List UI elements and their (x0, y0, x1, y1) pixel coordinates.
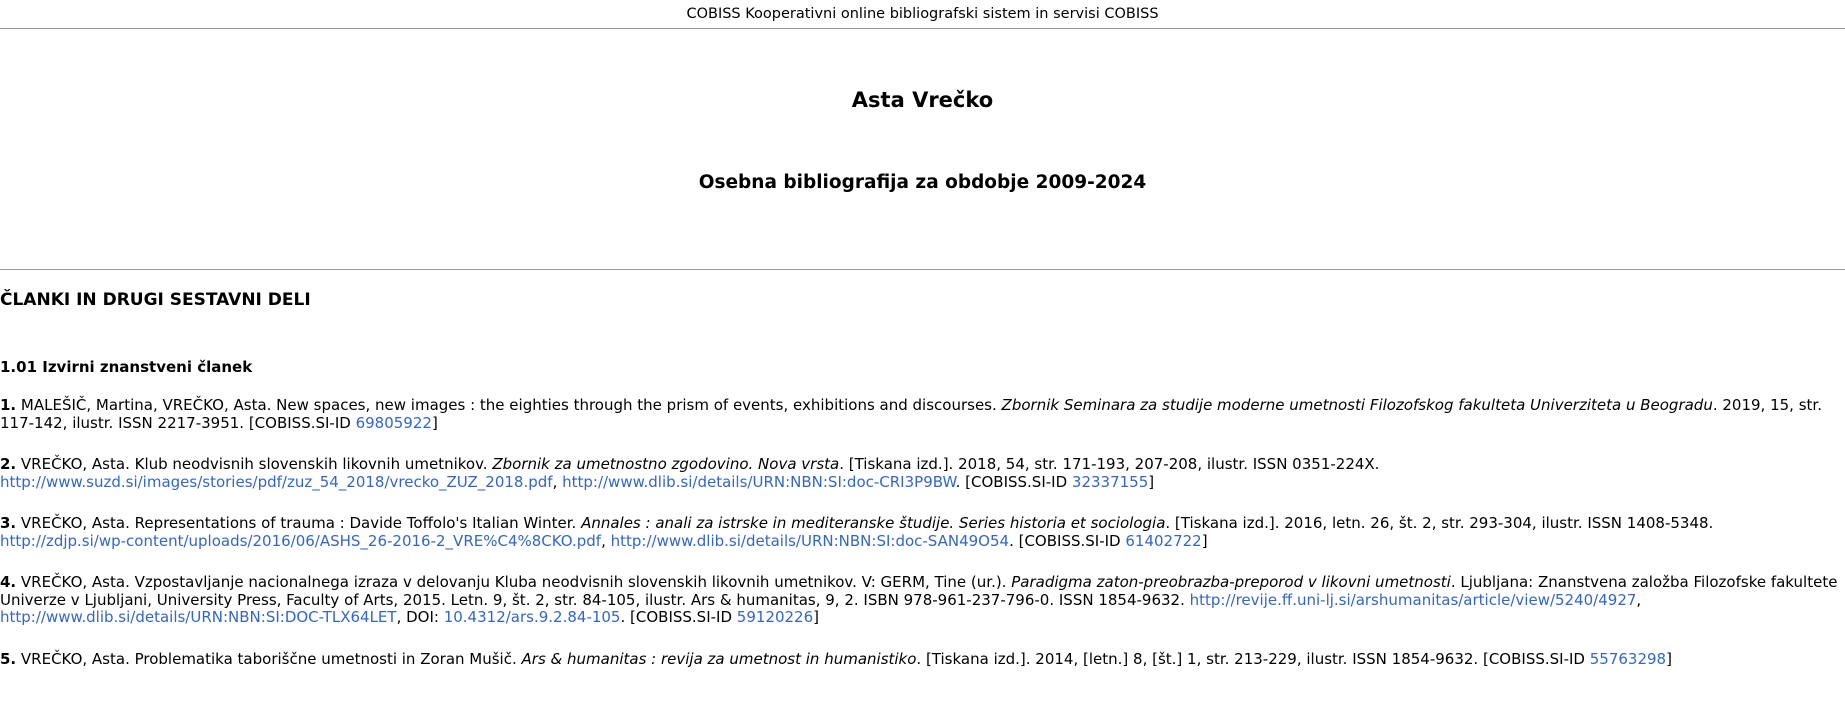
entry-number: 4. (0, 573, 17, 591)
entry-source: Ars & humanitas : revija za umetnost in humanistiko (521, 649, 917, 668)
entry-source: Zbornik za umetnostno zgodovino. Nova vrsta (492, 455, 840, 473)
entry-authors-title: VREČKO, Asta. Vzpostavljanje nacionalnega izraza v delovanju Kluba neodvisnih slovenskih likovnih umetnikov. V: GERM, Tine (ur.). (20, 573, 1007, 591)
top-banner: COBISS Kooperativni online bibliografski sistem in servisi COBISS (0, 0, 1845, 29)
entry-authors-title: VREČKO, Asta. Klub neodvisnih slovenskih likovnih umetnikov. (20, 455, 488, 473)
entry-number: 3. (0, 514, 17, 532)
entry-number: 2. (0, 455, 17, 473)
entry-details: . [Tiskana izd.]. 2014, [letn.] 8, [št.] 1, str. 213-229, ilustr. ISSN 1854-9632. [COBISS.SI-ID (916, 649, 1590, 668)
link-separator: , (552, 472, 563, 491)
link-separator: , (1636, 590, 1642, 609)
entry-id-prefix: . [COBISS.SI-ID (1009, 531, 1126, 550)
doi-link[interactable]: 10.4312/ars.9.2.84-105 (443, 608, 621, 626)
cobiss-id-link[interactable]: 32337155 (1071, 472, 1149, 491)
entry-id-prefix: . [COBISS.SI-ID (955, 472, 1072, 491)
entry-authors-title: VREČKO, Asta. Representations of trauma : Davide Toffolo's Italian Winter. (20, 514, 577, 532)
entry-details: . 2019, 15, str. 117-142, ilustr. ISSN 2217-3951. [COBISS.SI-ID (0, 396, 1822, 432)
entry-id-prefix: . [COBISS.SI-ID (620, 608, 737, 626)
list-item (0, 651, 1845, 669)
fulltext-link[interactable]: http://www.suzd.si/images/stories/pdf/zuz_54_2018/vrecko_ZUZ_2018.pdf (0, 472, 553, 491)
entry-details: . Ljubljana: Znanstvena založba Filozofske fakultete Univerze v Ljubljani, University Press, Faculty of Arts, 2015. Letn. 9, št. 2, str. 84-105, ilustr. Ars & humanitas, 9, 2. ISBN 978-961-237-796-0. ISSN 1854-9632. (0, 573, 1838, 609)
entry-authors-title: VREČKO, Asta. Problematika taboriščne umetnosti in Zoran Mušič. (20, 649, 517, 668)
list-item (0, 456, 1845, 491)
entry-source: Zbornik Seminara za studije moderne umetnosti Filozofskog fakulteta Univerziteta u Beogradu (1001, 396, 1713, 414)
entry-details: . [Tiskana izd.]. 2018, 54, str. 171-193, 207-208, ilustr. ISSN 0351-224X. (839, 455, 1380, 473)
list-item (0, 397, 1845, 432)
header-divider (0, 269, 1845, 270)
section-title: ČLANKI IN DRUGI SESTAVNI DELI (0, 290, 311, 310)
entry-end: ] (1148, 472, 1155, 491)
list-item (0, 515, 1845, 550)
dlib-link[interactable]: http://www.dlib.si/details/URN:NBN:SI:doc-CRI3P9BW (562, 472, 956, 491)
entry-end: ] (1201, 531, 1208, 550)
doi-label: , DOI: (396, 608, 444, 626)
entry-source: Paradigma zaton-preobrazba-preporod v likovni umetnosti (1011, 573, 1451, 591)
author-name: Asta Vrečko (851, 88, 994, 112)
entry-end: ] (431, 413, 438, 432)
entry-number: 5. (0, 649, 17, 668)
entry-end: ] (813, 608, 819, 626)
entry-source: Annales : anali za istrske in mediteranske študije. Series historia et sociologia (581, 514, 1166, 532)
entry-number: 1. (0, 396, 17, 414)
cobiss-id-link[interactable]: 55763298 (1589, 649, 1667, 668)
bibliography-header (0, 85, 1845, 196)
cobiss-id-link[interactable]: 69805922 (355, 413, 432, 432)
dlib-link[interactable]: http://www.dlib.si/details/URN:NBN:SI:DOC-TLX64LET (0, 608, 397, 626)
entry-authors-title: MALEŠIČ, Martina, VREČKO, Asta. New spaces, new images : the eighties through the prism of events, exhibitions and discourses. (20, 396, 997, 414)
dlib-link[interactable]: http://www.dlib.si/details/URN:NBN:SI:doc-SAN49O54 (610, 531, 1010, 550)
entry-list (0, 397, 1845, 668)
cobiss-id-link[interactable]: 59120226 (736, 608, 814, 626)
bibliography-subtitle: Osebna bibliografija za obdobje 2009-2024 (698, 172, 1147, 193)
entry-details: . [Tiskana izd.]. 2016, letn. 26, št. 2, str. 293-304, ilustr. ISSN 1408-5348. (1165, 514, 1714, 532)
fulltext-link[interactable]: http://zdjp.si/wp-content/uploads/2016/06/ASHS_26-2016-2_VRE%C4%8CKO.pdf (0, 531, 602, 550)
list-item (0, 574, 1845, 627)
cobiss-id-link[interactable]: 61402722 (1125, 531, 1202, 550)
subsection-title: 1.01 Izvirni znanstveni članek (0, 358, 253, 376)
link-separator: , (601, 531, 611, 550)
fulltext-link[interactable]: http://revije.ff.uni-lj.si/arshumanitas/article/view/5240/4927 (1189, 590, 1637, 609)
entry-end: ] (1666, 649, 1672, 668)
